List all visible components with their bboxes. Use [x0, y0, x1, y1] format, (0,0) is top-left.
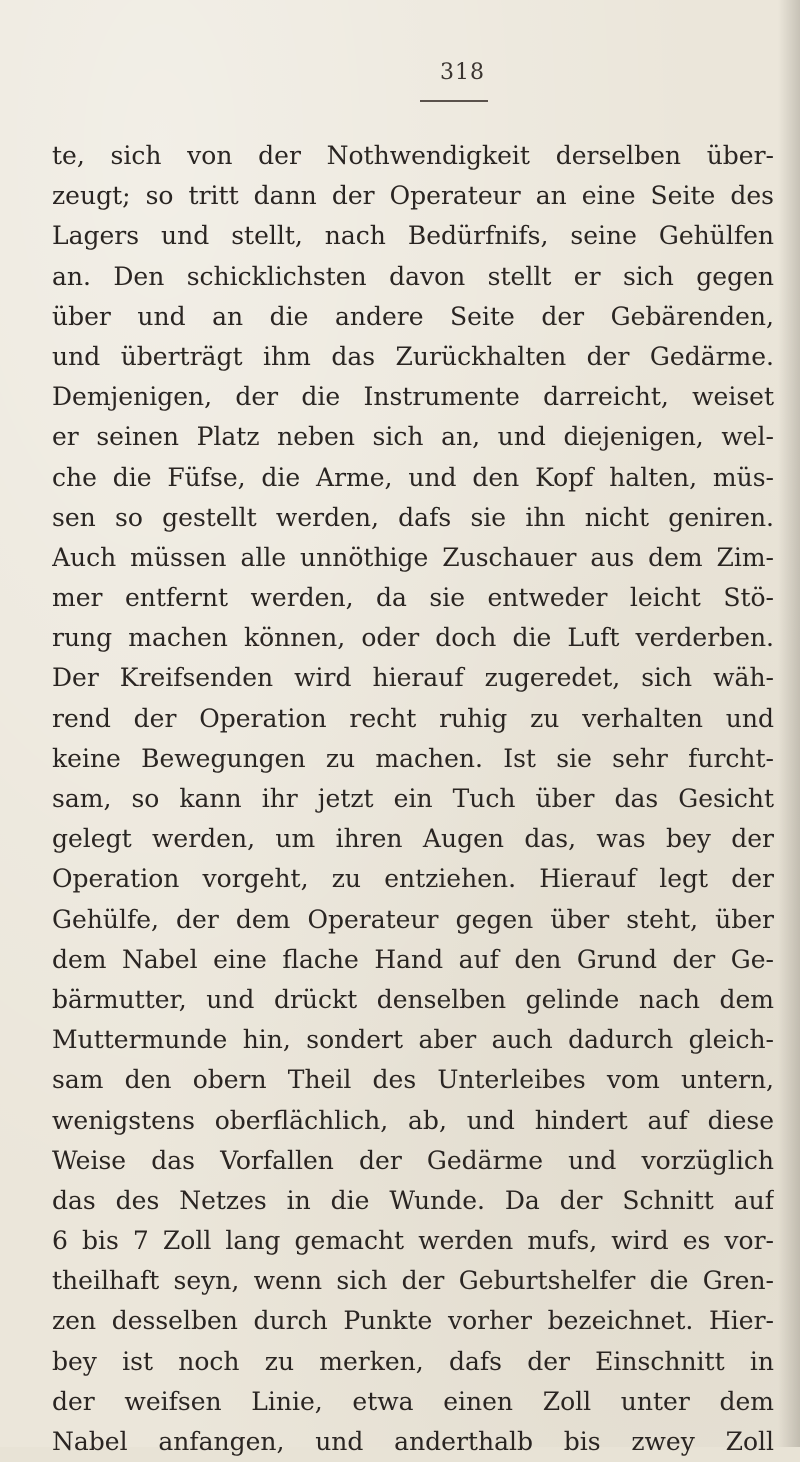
- text-line: Nabel anfangen, und anderthalb bis zwey Zoll: [52, 1427, 774, 1456]
- text-line: mer entfernt werden, da sie entweder leicht Stö-: [52, 583, 774, 613]
- text-line: er seinen Platz neben sich an, und diejenigen, wel-: [52, 422, 774, 452]
- text-line: und überträgt ihm das Zurückhalten der Gedärme.: [52, 341, 774, 371]
- text-line: keine Bewegungen zu machen. Ist sie sehr furcht-: [52, 743, 774, 773]
- text-line: Lagers und stellt, nach Bedürfnifs, seine Gehülfen: [52, 221, 774, 251]
- page-edge-shadow: [778, 0, 800, 1447]
- body-text: [52, 136, 774, 1462]
- text-line: Auch müssen alle unnöthige Zuschauer aus dem Zim-: [52, 542, 774, 572]
- text-line: zeugt; so tritt dann der Operateur an eine Seite des: [52, 181, 774, 211]
- page-number-rule: [420, 100, 488, 102]
- text-line: bärmutter, und drückt denselben gelinde nach dem: [52, 984, 774, 1014]
- text-line: wenigstens oberflächlich, ab, und hindert auf diese: [52, 1105, 774, 1135]
- text-line: der weifsen Linie, etwa einen Zoll unter dem: [52, 1386, 774, 1416]
- text-line: bey ist noch zu merken, dafs der Einschnitt in: [52, 1346, 774, 1376]
- text-line: zen desselben durch Punkte vorher bezeichnet. Hier-: [52, 1306, 774, 1336]
- text-line: che die Füfse, die Arme, und den Kopf halten, müs-: [52, 462, 774, 492]
- text-line: über und an die andere Seite der Gebärenden,: [52, 301, 774, 331]
- page-number: 318: [440, 60, 485, 85]
- text-line: rung machen können, oder doch die Luft verderben.: [52, 623, 774, 653]
- text-line: sam den obern Theil des Unterleibes vom untern,: [52, 1065, 774, 1095]
- text-line: an. Den schicklichsten davon stellt er sich gegen: [52, 261, 774, 291]
- text-line: theilhaft seyn, wenn sich der Geburtshelfer die Gren-: [52, 1266, 774, 1296]
- text-line: Gehülfe, der dem Operateur gegen über steht, über: [52, 904, 774, 934]
- text-line: das des Netzes in die Wunde. Da der Schnitt auf: [52, 1185, 774, 1215]
- text-line: Operation vorgeht, zu entziehen. Hierauf legt der: [52, 864, 774, 894]
- text-line: Muttermunde hin, sondert aber auch dadurch gleich-: [52, 1025, 774, 1055]
- text-line: Weise das Vorfallen der Gedärme und vorzüglich: [52, 1145, 774, 1175]
- text-line: 6 bis 7 Zoll lang gemacht werden mufs, wird es vor-: [52, 1226, 774, 1256]
- text-line: rend der Operation recht ruhig zu verhalten und: [52, 703, 774, 733]
- text-line: Der Kreifsenden wird hierauf zugeredet, sich wäh-: [52, 663, 774, 693]
- text-line: dem Nabel eine flache Hand auf den Grund der Ge-: [52, 944, 774, 974]
- text-line: gelegt werden, um ihren Augen das, was bey der: [52, 824, 774, 854]
- text-line: te, sich von der Nothwendigkeit derselben über-: [52, 141, 774, 170]
- text-line: sen so gestellt werden, dafs sie ihn nicht geniren.: [52, 502, 774, 532]
- text-line: sam, so kann ihr jetzt ein Tuch über das Gesicht: [52, 784, 774, 813]
- text-line: Demjenigen, der die Instrumente darreicht, weiset: [52, 382, 774, 412]
